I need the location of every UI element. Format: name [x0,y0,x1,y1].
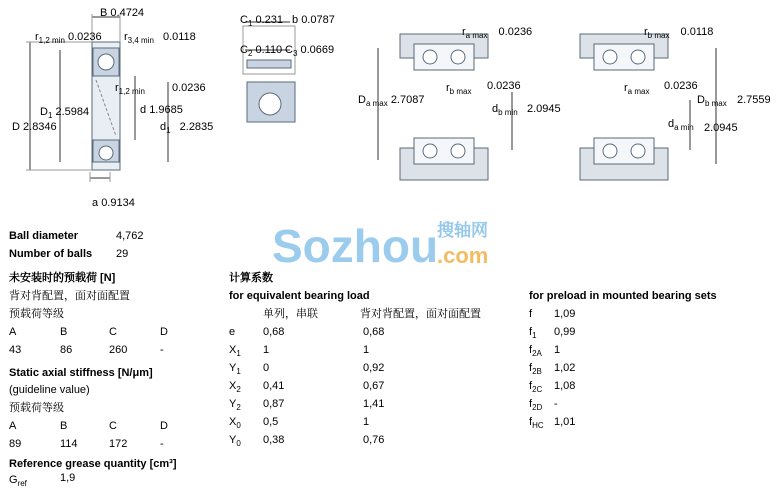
stiffness-value-a: 89 [9,438,22,450]
preload-value-d: - [160,344,164,356]
abutment-drawing-b [580,34,716,180]
dim-C3-label: $C_3$ 0.0669 [285,44,335,58]
calc-row-v1: 0,38 [263,434,285,446]
preload-set-val: 1,02 [554,362,576,374]
calc-row-sym: e [229,326,236,338]
dim-ra-max-b: $r_{a max}$ [624,82,650,96]
number-of-balls-value: 29 [116,248,129,260]
stiffness-title: Static axial stiffness [N/μm] [9,367,153,379]
preload-set-val: 1 [554,344,561,356]
grease-title: Reference grease quantity [cm³] [9,458,177,470]
calc-col1-header: 单列，串联 [263,308,318,320]
calc-row-v2: 1 [363,416,370,428]
preload-header-c: C [109,326,117,338]
calc-row-v1: 0,41 [263,380,285,392]
preload-set-sym: $f_1$ [529,326,537,340]
watermark-com: .com [437,243,489,268]
preload-set-sym: $f_{2A}$ [529,344,542,358]
calc-col2-header: 背对背配置，面对面配置 [360,308,481,320]
preload-set-val: 1,08 [554,380,576,392]
stiffness-header-d: D [160,420,168,432]
preload-set-sym: f [529,308,533,320]
calc-row-v1: 0 [263,362,270,374]
preload-header-d: D [160,326,168,338]
dim-d-label: d 1.9685 [140,104,183,116]
preload-set-sym: $f_{2B}$ [529,362,542,376]
stiffness-header-b: B [60,420,68,432]
stiffness-header-a: A [9,420,17,432]
dim-B-label: B 0.4724 [100,7,145,19]
calc-row-v1: 0,68 [263,326,285,338]
dim-ra-max-a: $r_{a max}$ 0.0236 [462,26,533,40]
stiffness-value-b: 114 [60,438,78,450]
number-of-balls-label: Number of balls [9,248,93,260]
calc-row-sym: $X_0$ [229,416,241,430]
calc-row-v2: 1,41 [363,398,385,410]
watermark-logo: Sozhou [272,220,439,272]
calc-row-v2: 0,67 [363,380,385,392]
preload-set-sym: $f_{2C}$ [529,380,543,394]
dim-rb-max-b: $r_{b max}$ 0.0118 [644,26,714,40]
ball-diameter-label: Ball diameter [9,230,79,242]
preload-set-sym: $f_{2D}$ [529,398,543,412]
preload-arrangement: 背对背配置，面对面配置 [9,290,130,302]
preload-value-c: 260 [109,344,128,356]
dim-db-min-value: 2.0945 [527,103,561,115]
dim-r12b-label: $r_{1,2 min}$ [115,82,145,96]
calc-row-sym: $X_1$ [229,344,241,358]
preload-set-val: 1,09 [554,308,576,320]
preload-class-label: 预载荷等级 [9,308,64,320]
calc-row-sym: $X_2$ [229,380,241,394]
preload-header-b: B [60,326,68,338]
dim-d1-label: $d_1$ 2.2835 [160,121,214,135]
grease-symbol: $G_{ref}$ [9,474,27,488]
calc-row-sym: $Y_1$ [229,362,241,376]
dim-C1-label: $C_1$ 0.231 [240,14,283,28]
preload-set-val: 0,99 [554,326,576,338]
calc-row-v1: 0,5 [263,416,279,428]
calc-row-v2: 0,68 [363,326,385,338]
preload-value-b: 86 [60,344,73,356]
dim-da-min-value: 2.0945 [704,122,738,134]
dim-a-label: a 0.9134 [92,197,135,209]
calc-row-v2: 0,92 [363,362,385,374]
calc-row-v2: 0,76 [363,434,385,446]
calc-row-sym: $Y_2$ [229,398,241,412]
calc-row-v1: 1 [263,344,270,356]
dim-rb-max-a: $r_{b max}$ [446,82,472,96]
preload-set-val: 1,01 [554,416,576,428]
preload-header-a: A [9,326,17,338]
dim-db-min: $d_{b min}$ [492,103,518,117]
dim-Da-max: $D_{a max}$ 2.7087 [358,94,425,108]
calc-subtitle: for equivalent bearing load [229,290,370,302]
stiffness-value-d: - [160,438,164,450]
cage-detail-drawing [243,22,295,122]
preload-value-a: 43 [9,344,22,356]
dim-b-label: b 0.0787 [292,14,335,26]
dim-r12-label: $r_{1,2 min}$ 0.0236 [35,31,102,45]
calc-title: 计算系数 [229,272,273,284]
calc-row-v1: 0,87 [263,398,285,410]
stiffness-value-c: 172 [109,438,128,450]
dim-rb-max-a-value: 0.0236 [487,80,521,92]
preload-title: 未安装时的预载荷 [N] [9,272,116,284]
stiffness-class-label: 预载荷等级 [9,402,64,414]
ball-diameter-value: 4,762 [116,230,144,242]
dim-r12b-value: 0.0236 [172,82,206,94]
dim-r34-label: $r_{3,4 min}$ 0.0118 [124,31,196,45]
dim-C2-label: $C_2$ 0.110 [240,44,283,58]
calc-row-sym: $Y_0$ [229,434,241,448]
dim-ra-max-b-value: 0.0236 [664,80,698,92]
dim-D-label: D 2.8346 [12,121,57,133]
dim-Db-max-value: 2.7559 [737,94,771,106]
stiffness-header-c: C [109,420,117,432]
preload-set-sym: $f_{HC}$ [529,416,544,430]
dim-da-min: $d_{a min}$ [668,118,694,132]
dim-D1-label: $D_1$ 2.5984 [40,106,90,120]
stiffness-note: (guideline value) [9,384,90,396]
dim-Db-max: $D_{b max}$ [697,94,727,108]
watermark-cn: 搜轴网 [437,221,488,240]
preload-sets-title: for preload in mounted bearing sets [529,290,717,302]
preload-set-val: - [554,398,558,410]
calc-row-v2: 1 [363,344,370,356]
grease-value: 1,9 [60,472,76,484]
